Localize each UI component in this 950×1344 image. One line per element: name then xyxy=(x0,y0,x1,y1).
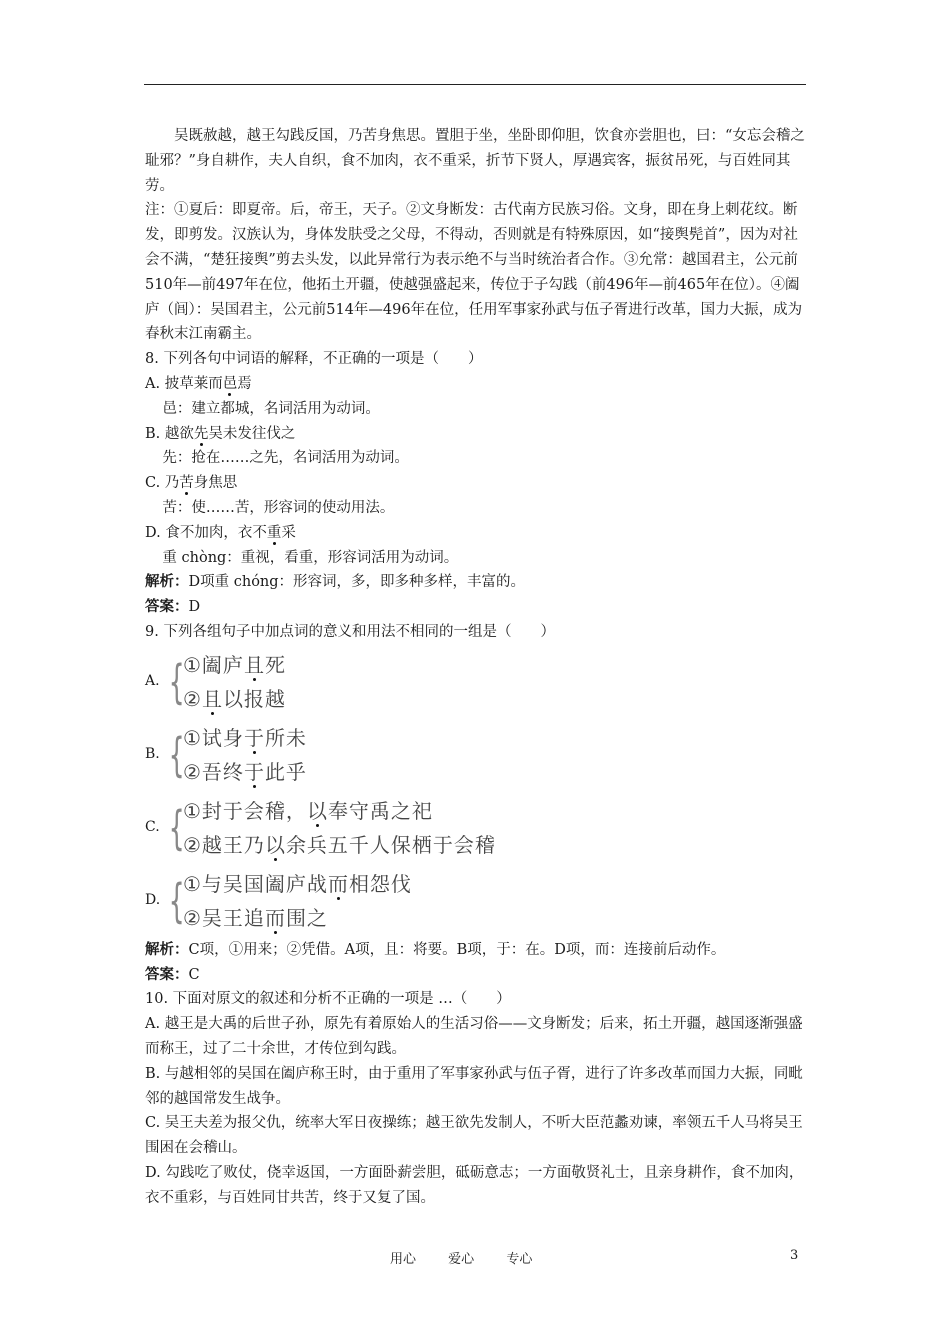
q8-option-b: B. 越欲先吴未发往伐之 xyxy=(145,425,296,442)
q8-explanation-a: 邑：建立都城，名词活用为动词。 xyxy=(162,400,380,417)
group-label: B. xyxy=(145,746,160,763)
footer-motto xyxy=(390,1248,560,1267)
q9-group-b xyxy=(145,719,810,791)
group-sentence: ②吾终于此乎 xyxy=(183,759,307,784)
dotted-word: 苦 xyxy=(179,475,194,492)
q8-answer: 答案：D xyxy=(145,598,201,616)
q10-option-a: A. 越王是大禹的后世子孙，原先有着原始人的生活习俗——文身断发；后来，拓土开疆，越国逐渐强盛而称王，过了二十余世，才传位到勾践。 xyxy=(145,1016,803,1057)
q8-option-c: C. 乃苦身焦思 xyxy=(145,475,238,492)
brace-icon: { xyxy=(168,727,185,782)
q8-explanation-d: 重 chòng：重视，看重，形容词活用为动词。 xyxy=(162,549,459,566)
group-sentence: ②越王乃以余兵五千人保栖于会稽 xyxy=(183,832,496,857)
group-sentence: ①封于会稽，以奉守禹之祀 xyxy=(183,798,433,823)
q8-explanation-c: 苦：使……苦，形容词的使动用法。 xyxy=(162,499,395,516)
group-label: C. xyxy=(145,819,160,836)
brace-icon: { xyxy=(168,800,185,855)
group-label: A. xyxy=(145,673,160,690)
brace-icon: { xyxy=(168,873,185,928)
q10-option-d: D. 勾践吃了败仗，侥幸返国，一方面卧薪尝胆，砥砺意志；一方面敬贤礼士，且亲身耕作，食不加肉，衣不重彩，与百姓同甘共苦，终于又复了国。 xyxy=(145,1164,804,1206)
q8-option-d: D. 食不加肉，衣不重采 xyxy=(145,524,296,541)
dotted-word: 重 xyxy=(266,524,282,541)
q8-analysis: 解析：D项重 chóng：形容词，多，即多种多样，丰富的。 xyxy=(145,573,526,591)
document-body xyxy=(145,124,810,1211)
page-number: 3 xyxy=(790,1248,799,1263)
footer-item: 用心 xyxy=(390,1252,417,1267)
q8-stem: 8. 下列各句中词语的解释，不正确的一项是（ ） xyxy=(145,351,483,368)
q9-analysis: 解析：C项，①用来；②凭借。A项，且：将要。B项，于：在。D项，而：连接前后动作。 xyxy=(145,940,726,958)
group-sentence: ②且以报越 xyxy=(183,686,286,711)
q8-option-a: A. 披草莱而邑焉 xyxy=(145,375,252,392)
footer-item: 爱心 xyxy=(448,1252,475,1267)
group-sentence: ①试身于所未 xyxy=(183,725,307,750)
brace-icon: { xyxy=(168,654,185,709)
group-label: D. xyxy=(145,892,161,909)
group-sentence: ①与吴国阖庐战而相怨伐 xyxy=(183,871,412,896)
dotted-word: 先 xyxy=(193,425,209,442)
q9-group-a xyxy=(145,646,810,718)
q9-stem: 9. 下列各组句子中加点词的意义和用法不相同的一组是（ ） xyxy=(145,623,555,640)
dotted-word: 邑 xyxy=(222,375,238,392)
q9-answer: 答案：C xyxy=(145,965,200,983)
footer-item: 专心 xyxy=(506,1252,533,1267)
q10-stem: 10. 下面对原文的叙述和分析不正确的一项是 …（ ） xyxy=(145,991,511,1008)
notes: 注：①夏后：即夏帝。后，帝王，天子。②文身断发：古代南方民族习俗。文身，即在身上刺花纹。断发，即剪发。汉族认为，身体发肤受之父母，不得动，否则就是有特殊原因，如“接舆髡首”，因为对社会不满，“楚狂接舆”剪去头发，以此异常行为表示绝不与当时统治者合作。③允常：越国君主，公元前510年—前497年在位，他拓土开疆，使越强盛起来，传位于子勾践（前496年—前465年在位）。④阖庐（闾）：吴国君主，公元前514年—496年在位，任用军事家孙武与伍子胥进行改革，国力大振，成为春秋末江南霸主。 xyxy=(145,202,803,343)
header-rule xyxy=(144,84,806,85)
group-sentence: ①阖庐且死 xyxy=(183,652,286,677)
q8-explanation-b: 先：抢在……之先，名词活用为动词。 xyxy=(162,450,409,467)
q10-option-c: C. 吴王夫差为报父仇，统率大军日夜操练；越王欲先发制人，不听大臣范蠡劝谏，率领五千人马将吴王围困在会稽山。 xyxy=(145,1115,803,1157)
group-sentence: ②吴王追而围之 xyxy=(183,905,328,930)
q9-group-d xyxy=(145,865,810,937)
q9-group-c xyxy=(145,792,810,864)
passage: 吴既赦越，越王勾践反国，乃苦身焦思。置胆于坐，坐卧即仰胆，饮食亦尝胆也，曰：“女忘会稽之耻邪？”身自耕作，夫人自织，食不加肉，衣不重采，折节下贤人，厚遇宾客，振贫吊死，与百姓同其劳。 xyxy=(145,128,805,194)
q10-option-b: B. 与越相邻的吴国在阖庐称王时，由于重用了军事家孙武与伍子胥，进行了许多改革而国力大振，同毗邻的越国常发生战争。 xyxy=(145,1065,803,1107)
